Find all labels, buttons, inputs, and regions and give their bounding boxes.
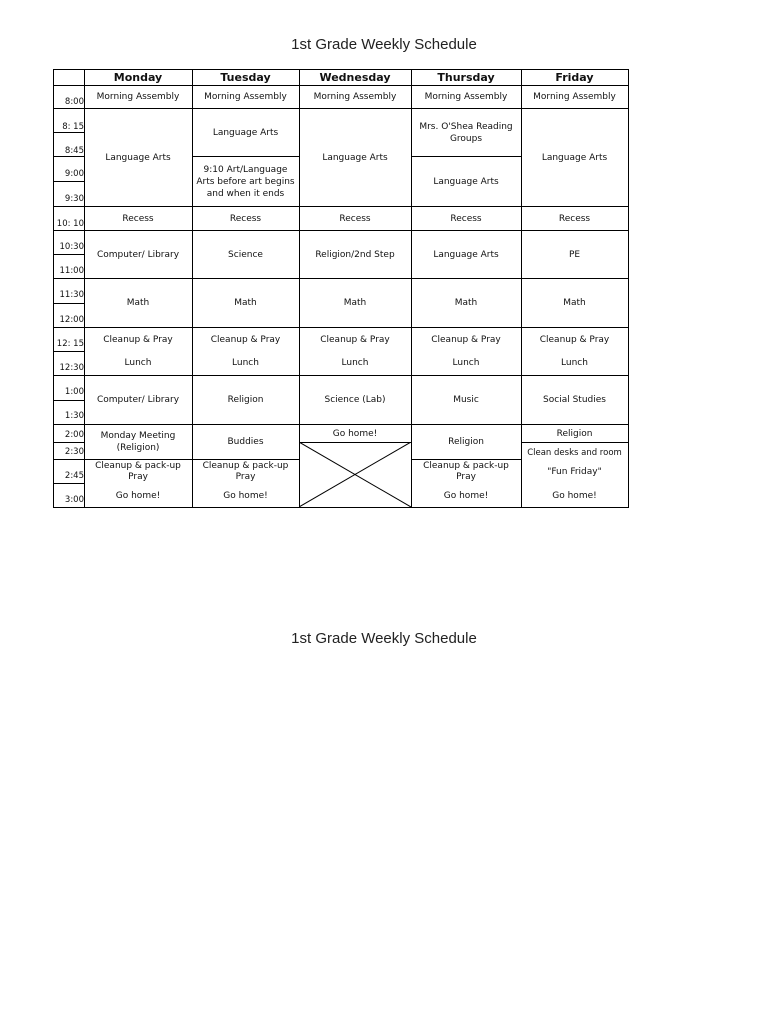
time-label: 11:00	[59, 266, 84, 276]
time-label: 9:30	[64, 194, 84, 204]
time-label: 12:00	[59, 315, 84, 325]
time-label: 12: 15	[56, 339, 84, 349]
schedule-cell: Religion	[227, 395, 264, 405]
schedule-cell: Clean desks and room	[527, 448, 622, 458]
time-label: 10:30	[59, 242, 84, 252]
page-title: 1st Grade Weekly Schedule	[291, 36, 477, 53]
grid-line	[54, 254, 84, 255]
schedule-cell: Computer/ Library	[96, 249, 180, 260]
cleanup-pray-label: Cleanup & Pray	[103, 335, 173, 345]
time-label: 12:30	[59, 363, 84, 373]
schedule-cell: Science	[228, 249, 263, 260]
time-label: 8: 15	[62, 122, 84, 132]
schedule-cell: Religion	[556, 428, 593, 439]
schedule-cell: Cleanup & pack-up Pray	[202, 460, 289, 482]
time-label: 8:45	[64, 146, 84, 156]
time-label: 9:00	[64, 169, 84, 179]
grid-line	[54, 400, 84, 401]
time-label: 11:30	[59, 290, 84, 300]
header-wednesday: Wednesday	[319, 71, 391, 84]
schedule-cell: Social Studies	[543, 395, 606, 405]
schedule-cell: Cleanup & pack-up Pray	[423, 460, 509, 482]
grid-line	[54, 156, 84, 157]
lunch-label: Lunch	[452, 358, 480, 368]
time-label: 2:45	[64, 471, 84, 481]
schedule-cell: Science (Lab)	[324, 395, 386, 405]
header-monday: Monday	[113, 71, 163, 84]
schedule-table	[53, 69, 629, 508]
header-friday: Friday	[555, 71, 594, 84]
schedule-cell: Go home!	[552, 490, 597, 501]
lunch-label: Lunch	[561, 358, 588, 368]
schedule-cell: Cleanup & pack-up Pray	[95, 460, 181, 482]
cleanup-pray-label: Cleanup & Pray	[210, 335, 281, 345]
time-label: 1:00	[64, 387, 84, 397]
page-title-repeat: 1st Grade Weekly Schedule	[291, 630, 477, 647]
time-label: 2:30	[64, 447, 84, 457]
cleanup-pray-label: Cleanup & Pray	[431, 335, 501, 345]
schedule-cell: Recess	[122, 213, 154, 224]
schedule-cell	[411, 328, 521, 375]
schedule-cell: PE	[568, 249, 581, 260]
schedule-cell: Computer/ Library	[96, 395, 180, 405]
grid-line	[54, 442, 84, 443]
schedule-cell: Language Arts	[105, 152, 171, 163]
grid-line	[54, 303, 84, 304]
schedule-cell: Language Arts	[541, 152, 608, 163]
schedule-cell: Language Arts	[433, 249, 499, 260]
schedule-cell: Morning Assembly	[204, 92, 287, 102]
schedule-cell: Go home!	[443, 490, 489, 501]
schedule-cell	[521, 328, 628, 375]
time-label: 3:00	[64, 495, 84, 505]
time-label: 10: 10	[56, 219, 84, 229]
schedule-cell: Music	[453, 395, 479, 405]
lunch-label: Lunch	[232, 358, 259, 368]
schedule-cell: Religion	[448, 437, 484, 447]
cleanup-pray-label: Cleanup & Pray	[539, 335, 610, 345]
schedule-cell: Morning Assembly	[96, 92, 180, 102]
schedule-cell: Morning Assembly	[313, 92, 397, 102]
schedule-cell: Language Arts	[433, 176, 499, 187]
crossed-out-cell	[299, 442, 411, 507]
cleanup-pray-label: Cleanup & Pray	[320, 335, 390, 345]
schedule-cell: Math	[454, 298, 478, 308]
schedule-cell: Math	[126, 298, 150, 308]
grid-line	[54, 132, 84, 133]
schedule-cell: Mrs. O'Shea Reading Groups	[419, 121, 513, 144]
schedule-cell: 9:10 Art/Language Arts before art begins and when it ends	[196, 164, 295, 199]
schedule-cell: Math	[563, 298, 586, 308]
schedule-cell: Math	[343, 298, 367, 308]
time-label: 8:00	[64, 97, 84, 107]
schedule-cell: Recess	[558, 213, 591, 224]
grid-line	[54, 483, 84, 484]
time-label: 1:30	[64, 411, 84, 421]
schedule-cell	[299, 328, 411, 375]
schedule-cell: Morning Assembly	[533, 92, 616, 102]
header-tuesday: Tuesday	[220, 71, 271, 84]
schedule-cell: Language Arts	[322, 152, 388, 163]
time-label: 2:00	[64, 430, 84, 440]
schedule-cell: "Fun Friday"	[547, 467, 602, 477]
lunch-label: Lunch	[341, 358, 369, 368]
schedule-cell: Math	[234, 298, 257, 308]
schedule-cell: Recess	[229, 213, 262, 224]
schedule-cell: Recess	[450, 213, 482, 224]
header-thursday: Thursday	[437, 71, 495, 84]
schedule-cell: Go home!	[115, 490, 161, 501]
schedule-cell: Go home!	[223, 490, 268, 501]
schedule-cell: Go home!	[332, 428, 378, 439]
grid-line	[54, 181, 84, 182]
schedule-cell: Buddies	[227, 437, 264, 447]
lunch-label: Lunch	[124, 358, 152, 368]
schedule-cell	[192, 328, 299, 375]
schedule-cell: Recess	[339, 213, 371, 224]
grid-line	[54, 351, 84, 352]
schedule-cell: Religion/2nd Step	[315, 249, 395, 260]
schedule-cell: Language Arts	[212, 127, 279, 138]
schedule-cell	[84, 328, 192, 375]
schedule-cell: Monday Meeting (Religion)	[100, 431, 176, 453]
schedule-cell: Morning Assembly	[424, 92, 508, 102]
